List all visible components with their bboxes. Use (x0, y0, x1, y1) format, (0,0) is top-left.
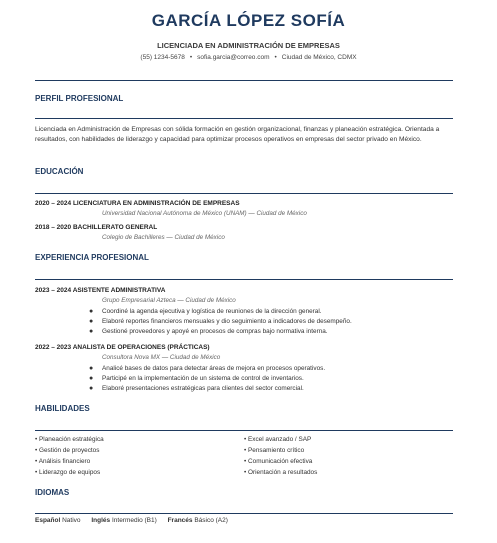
language-name: Francés (167, 517, 193, 524)
languages-line (35, 517, 237, 524)
bullet-text: Participé en la implementación de un sistema de control de inventarios. (102, 375, 304, 382)
bullet-text: Elaboré presentaciones estratégicas para clientes del sector comercial. (102, 385, 304, 392)
language-name: Inglés (91, 517, 111, 524)
experience-bullets (89, 307, 352, 337)
experience-entry-head: 2022 – 2023 ANALISTA DE OPERACIONES (PRÁCTICAS) (35, 344, 210, 351)
divider (35, 193, 453, 194)
profile-text: Licenciada en Administración de Empresas con sólida formación en gestión organizacional, finanzas y planeación estratégica. Orientada a resultados, con habilidades de liderazgo y capacidad para optimizar procesos operativos en empresas del sector privado en México. (35, 126, 440, 143)
bullet-icon: • (35, 436, 38, 443)
skill-text: Planeación estratégica (39, 436, 104, 443)
divider (35, 118, 453, 119)
bullet-icon: • (244, 436, 247, 443)
divider (35, 279, 453, 280)
language-name: Español (35, 517, 61, 524)
list-item (89, 317, 352, 327)
bullet-icon: ● (89, 328, 94, 335)
bullet-icon: ● (89, 318, 94, 325)
skill-text: Liderazgo de equipos (39, 469, 101, 476)
experience-bullets (89, 364, 326, 394)
section-title-education: EDUCACIÓN (35, 167, 84, 176)
language-level: Nativo (62, 517, 81, 524)
location: Ciudad de México, CDMX (281, 54, 357, 61)
bullet-text: Coordiné la agenda ejecutiva y logística de reuniones de la dirección general. (102, 308, 322, 315)
skill-text: Pensamiento crítico (248, 447, 305, 454)
separator: • (189, 54, 193, 61)
bullet-text: Analicé bases de datos para detectar áreas de mejora en procesos operativos. (102, 365, 326, 372)
list-item (244, 445, 317, 456)
bullet-icon: • (35, 469, 38, 476)
language-level: Intermedio (B1) (111, 517, 157, 524)
contact-line (0, 54, 497, 61)
bullet-text: Gestioné proveedores y apoyé en procesos de compras bajo normativa interna. (102, 328, 328, 335)
divider (35, 513, 453, 514)
education-entry-head: 2018 – 2020 BACHILLERATO GENERAL (35, 224, 158, 231)
list-item (244, 467, 317, 478)
experience-entry-sub: Grupo Empresarial Azteca — Ciudad de México (102, 297, 236, 304)
experience-entry-sub: Consultora Nova MX — Ciudad de México (102, 354, 221, 361)
candidate-title: LICENCIADA EN ADMINISTRACIÓN DE EMPRESAS (157, 41, 340, 50)
list-item (89, 364, 326, 374)
education-entry-head: 2020 – 2024 LICENCIATURA EN ADMINISTRACIÓN DE EMPRESAS (35, 200, 240, 207)
language-item (35, 517, 81, 524)
divider (35, 430, 453, 431)
list-item (89, 384, 325, 394)
bullet-text: Elaboré reportes financieros mensuales y dio seguimiento a indicadores de desempeño. (102, 318, 352, 325)
skill-text: Excel avanzado / SAP (248, 436, 312, 443)
experience-entry-head: 2023 – 2024 ASISTENTE ADMINISTRATIVA (35, 287, 166, 294)
skills-list-left (35, 434, 104, 478)
bullet-icon: • (244, 458, 247, 465)
list-item (35, 456, 104, 467)
education-entry-sub: Universidad Nacional Autónoma de México (UNAM) — Ciudad de México (102, 210, 307, 217)
list-item (244, 456, 317, 467)
skill-text: Comunicación efectiva (248, 458, 313, 465)
section-title-languages: IDIOMAS (35, 488, 70, 497)
bullet-icon: • (244, 469, 247, 476)
list-item (89, 327, 352, 337)
list-item (89, 307, 352, 317)
language-level: Básico (A2) (194, 517, 228, 524)
bullet-icon: • (244, 447, 247, 454)
list-item (244, 434, 317, 445)
phone: (55) 1234-5678 (140, 54, 185, 61)
list-item (35, 434, 104, 445)
list-item (35, 467, 104, 478)
skill-text: Gestión de proyectos (39, 447, 100, 454)
email: sofia.garcia@correo.com (197, 54, 270, 61)
bullet-icon: ● (89, 385, 94, 392)
skill-text: Orientación a resultados (248, 469, 318, 476)
section-title-profile: PERFIL PROFESIONAL (35, 94, 124, 103)
candidate-name: GARCÍA LÓPEZ SOFÍA (151, 11, 346, 30)
education-entry-sub: Colegio de Bachilleres — Ciudad de México (102, 234, 225, 241)
bullet-icon: ● (89, 365, 94, 372)
bullet-icon: • (35, 447, 38, 454)
separator: • (274, 54, 277, 61)
language-item (91, 517, 156, 524)
bullet-icon: • (35, 458, 38, 465)
language-item (168, 517, 228, 524)
section-title-skills: HABILIDADES (35, 404, 90, 413)
skills-list-right (244, 434, 317, 478)
skill-text: Análisis financiero (38, 458, 91, 465)
list-item (35, 445, 104, 456)
bullet-icon: ● (89, 375, 94, 382)
section-title-experience: EXPERIENCIA PROFESIONAL (35, 253, 149, 262)
bullet-icon: ● (89, 308, 94, 315)
list-item (89, 374, 325, 384)
divider (35, 80, 453, 81)
